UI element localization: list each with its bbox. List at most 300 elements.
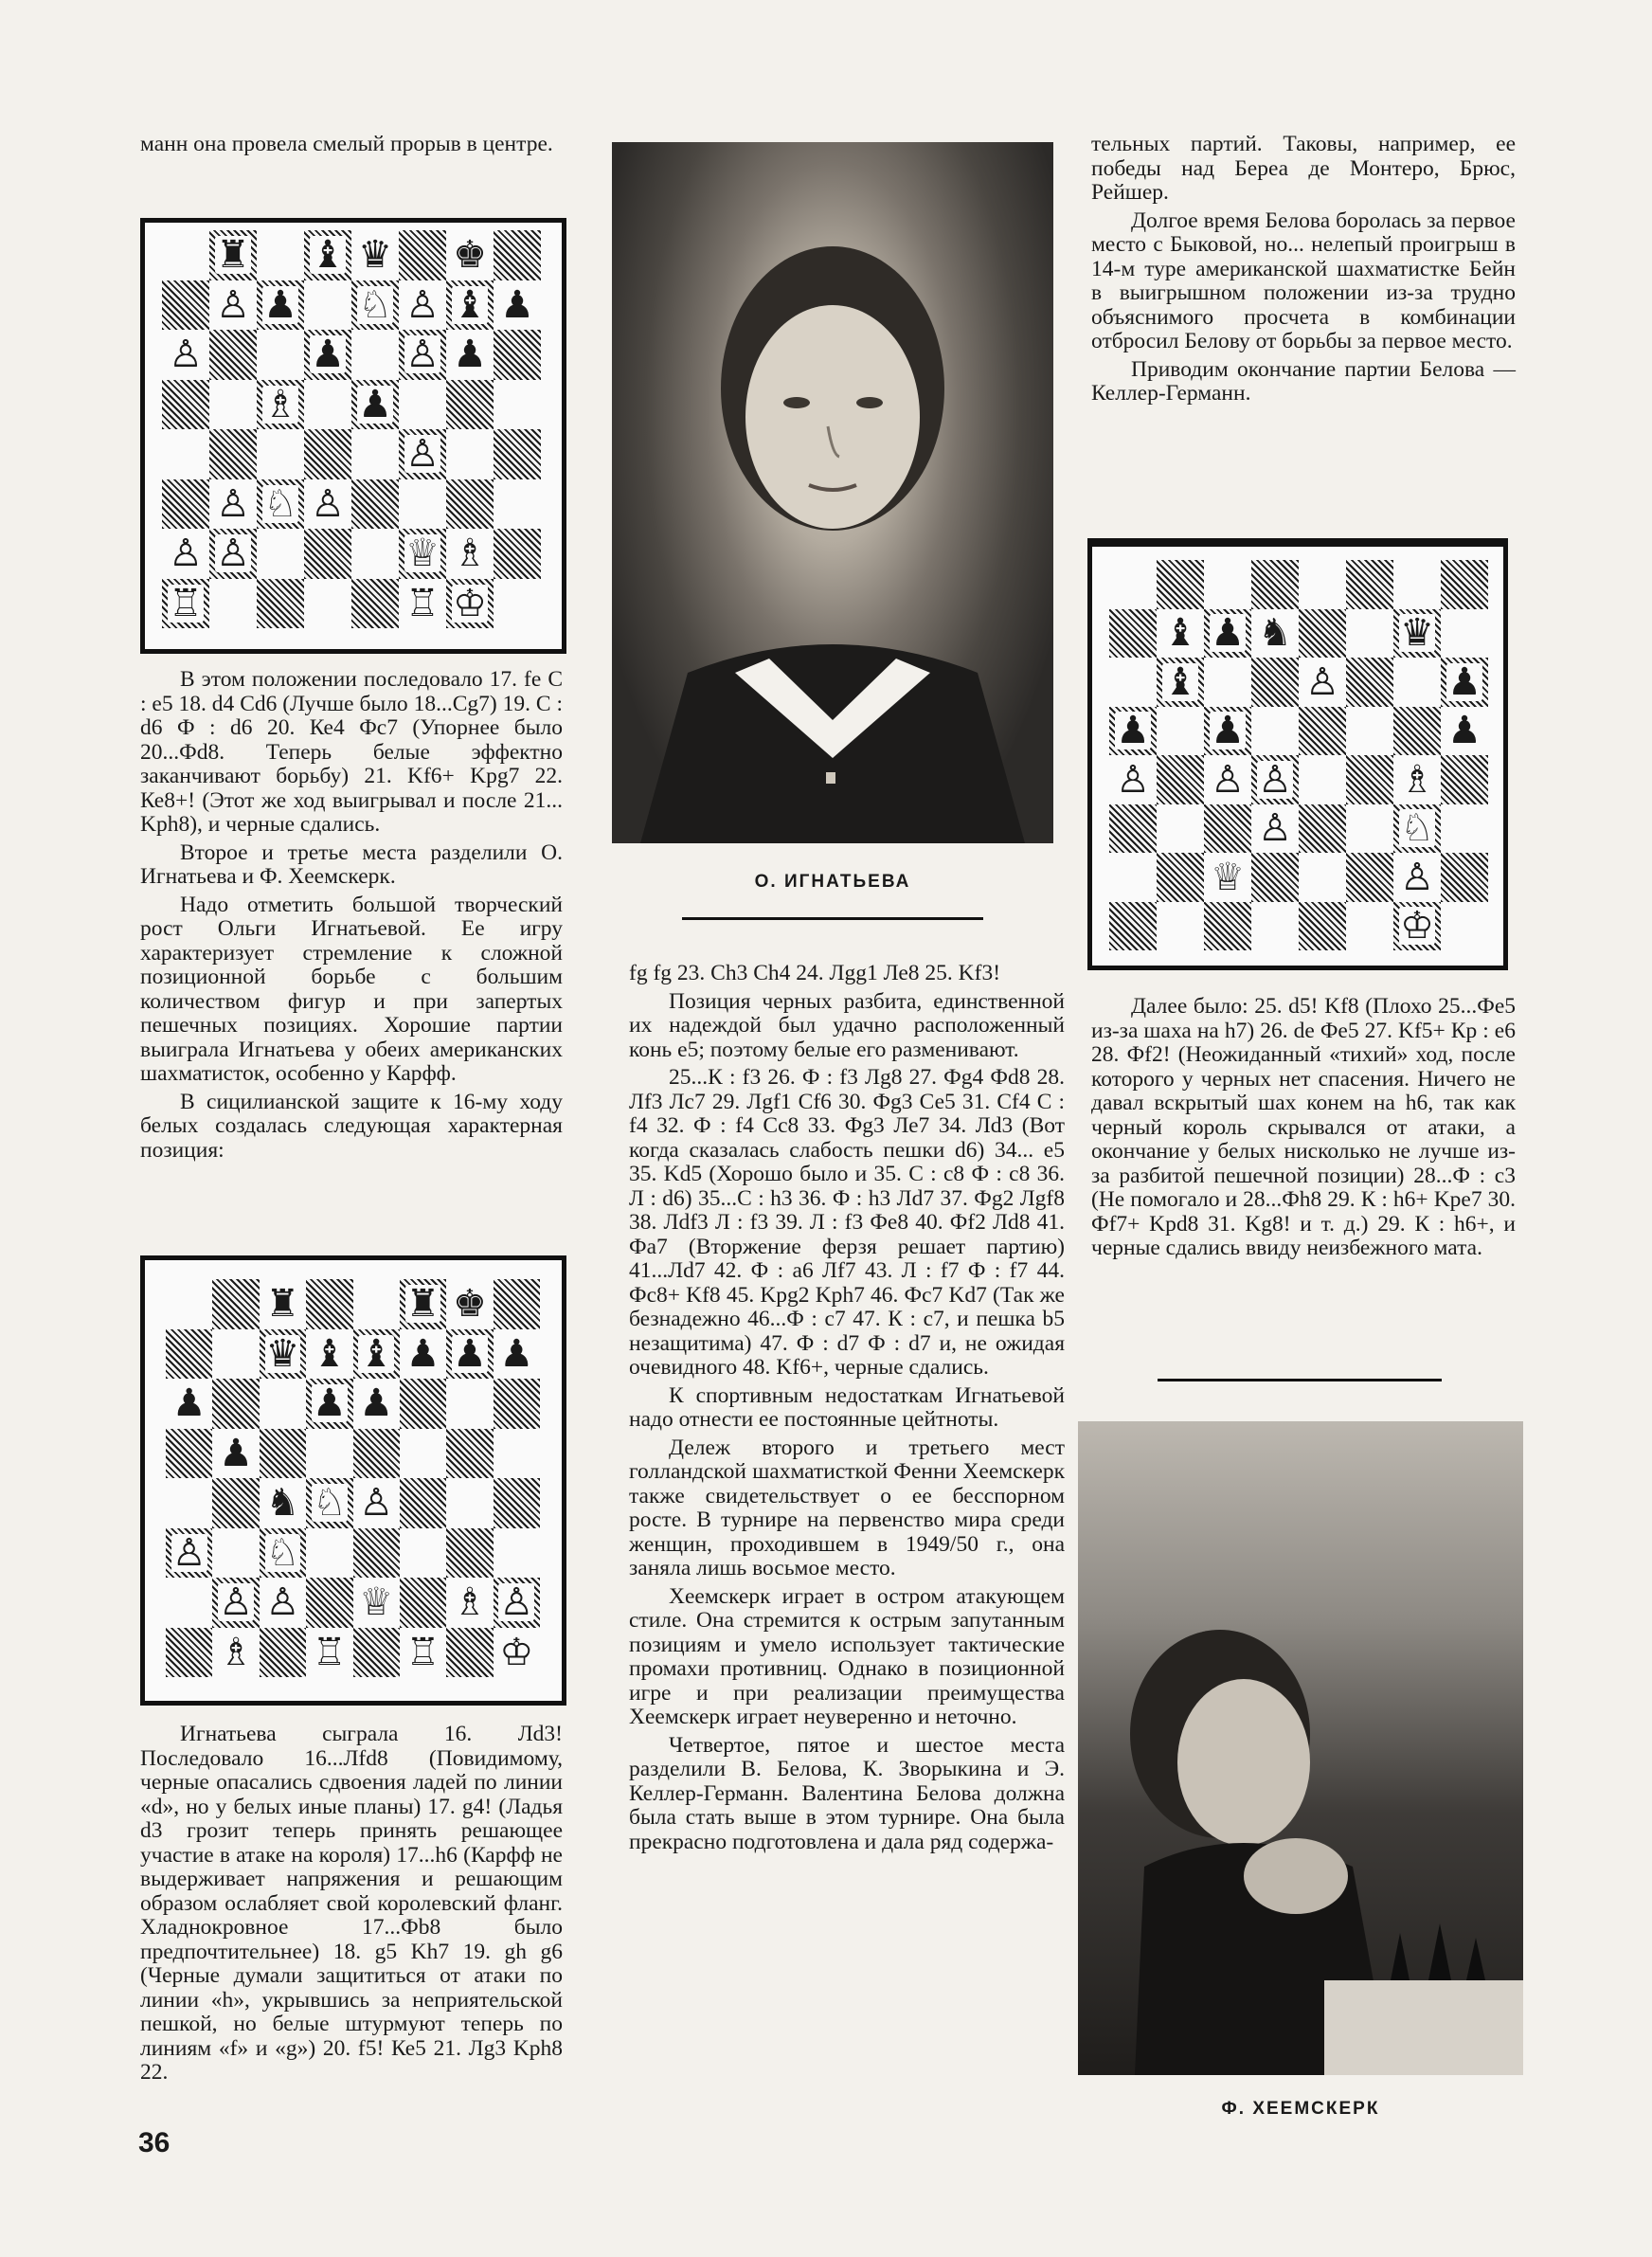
col3-paragraph-3: Приводим окончание партии Белова — Келлер-Германн. <box>1091 356 1516 406</box>
chess-piece: ♙ <box>1305 659 1339 704</box>
board-square <box>209 479 257 530</box>
board-square <box>351 429 399 479</box>
chess-piece: ♙ <box>311 481 345 526</box>
board-square <box>1109 560 1157 609</box>
chess-piece: ♟ <box>171 1381 206 1426</box>
chess-piece: ♕ <box>1211 855 1245 899</box>
col1-paragraph-3: Второе и третье места разделили О. Игнатьева и Ф. Хеемскерк. <box>140 840 563 889</box>
heemskerk-illustration <box>1078 1421 1523 2075</box>
chess-piece: ♟ <box>263 282 297 327</box>
board-square <box>353 1379 400 1429</box>
chess-piece: ♗ <box>453 1580 487 1625</box>
chess-piece: ♟ <box>1211 611 1245 656</box>
chess-piece: ♔ <box>453 581 487 625</box>
board-square <box>446 579 494 629</box>
board-square <box>351 380 399 430</box>
board-square <box>1204 560 1251 609</box>
chess-piece: ♘ <box>265 1530 300 1575</box>
board-square <box>1441 560 1488 609</box>
photo-ignatieva <box>612 142 1053 843</box>
board-square <box>399 529 446 579</box>
board-square <box>446 479 494 530</box>
board-square <box>351 280 399 331</box>
board-square <box>166 1279 212 1329</box>
col2-paragraph-6: Хеемскерк играет в остром атакующем стиле. Она стремится к острым запутанным позициям и умело использует тактические промахи противниц. Однако в позиционной игре и при реализации преимущества Хеемскерк играет неуверенно и неточно. <box>629 1583 1065 1729</box>
board-square <box>162 330 209 380</box>
board-square <box>257 429 304 479</box>
chess-piece: ♖ <box>169 581 203 625</box>
chess-piece: ♘ <box>1400 806 1434 851</box>
section-rule <box>1158 1379 1442 1381</box>
board-square <box>446 380 494 430</box>
board-square <box>1346 902 1393 951</box>
board-square <box>209 579 257 629</box>
chess-piece: ♝ <box>1163 659 1197 704</box>
chess-piece: ♙ <box>216 481 250 526</box>
board-square <box>306 1578 352 1628</box>
chess-piece: ♕ <box>359 1580 394 1625</box>
board-square <box>1299 853 1346 902</box>
board-square <box>494 1528 540 1579</box>
board-square <box>1204 755 1251 804</box>
board-square <box>1157 804 1204 854</box>
chess-piece: ♜ <box>265 1282 300 1327</box>
board-square <box>494 529 541 579</box>
board-square <box>399 380 446 430</box>
chess-piece: ♟ <box>453 1331 487 1376</box>
board-square <box>446 1578 493 1628</box>
board-square <box>162 380 209 430</box>
board-square <box>494 1429 540 1479</box>
chess-piece: ♙ <box>171 1530 206 1575</box>
board-square <box>304 230 351 280</box>
board-square <box>351 579 399 629</box>
chess-piece: ♔ <box>1400 904 1434 948</box>
board-square <box>260 1429 306 1479</box>
board-square <box>212 1379 259 1429</box>
board-square <box>212 1628 259 1678</box>
board-square <box>306 1379 352 1429</box>
board-square <box>306 1329 352 1380</box>
board-square <box>1109 755 1157 804</box>
board-square <box>1393 609 1441 659</box>
photo-heemskerk <box>1078 1421 1523 2075</box>
board-square <box>1157 609 1204 659</box>
chess-piece: ♙ <box>1400 855 1434 899</box>
board-square <box>209 230 257 280</box>
chess-piece: ♟ <box>1211 709 1245 753</box>
board-square <box>1393 658 1441 707</box>
col2-paragraph-7: Четвертое, пятое и шестое места разделили В. Белова, К. Зворыкина и Э. Келлер-Германн. Валентина Белова должна была стать выше в этом турнире. Она была прекрасно подготовлена и дала ряд содержа- <box>629 1732 1065 1854</box>
board-square <box>1346 707 1393 756</box>
board-square <box>446 1628 493 1678</box>
board-square <box>1299 755 1346 804</box>
board-square <box>1393 755 1441 804</box>
chess-piece: ♙ <box>169 333 203 377</box>
board-square <box>494 380 541 430</box>
col2-paragraph-4: К спортивным недостаткам Игнатьевой надо отнести ее постоянные цейтноты. <box>629 1382 1065 1432</box>
chess-piece: ♙ <box>1211 757 1245 802</box>
col2-paragraph-2: Позиция черных разбита, единственной их надеждой был удачно расположенный конь е5; поэтому белые его разменивают. <box>629 988 1065 1062</box>
chess-piece: ♙ <box>216 282 250 327</box>
col2-paragraph-3: 25...К : f3 26. Ф : f3 Лg8 27. Фg4 Фd8 28. Лf3 Лс7 29. Лgf1 Cf6 30. Фg3 Се5 31. Cf4 С : f4 32. Ф : f4 Cc8 33. Фg3 Ле7 34. Лd3 (Вот когда сказалась слабость пешки d6) 34... е5 35. Kd5 (Хорошо было и 35. С : с8 Ф : с8 36. Л : d6) 35...С : h3 36. Ф : h3 Лd7 37. Фg2 Лgf8 38. Лdf3 Л : f3 39. Л : f3 Фе8 40. Фf2 Лd8 41. Фа7 (Вторжение ферзя решает партию) 41...Лd7 42. Ф : а6 Лf7 43. Л : f7 Ф : f7 44. Фс8+ Kf8 45. Kpg2 Kph7 46. Фс7 Kd7 (Так же безнадежно 46...Ф : с7 47. К : с7, и пешка b5 незащитима) 47. Ф : d7 Ф : d7 и, не ожидая очевидного 48. Kf6+, черные сдались. <box>629 1065 1065 1380</box>
board-square <box>260 1528 306 1579</box>
board-square <box>494 429 541 479</box>
chess-piece: ♝ <box>359 1331 394 1376</box>
chess-piece: ♚ <box>453 1282 487 1327</box>
board-square <box>1441 609 1488 659</box>
board-square <box>1251 804 1299 854</box>
chess-piece: ♙ <box>405 333 440 377</box>
board-square <box>257 479 304 530</box>
col3-paragraph-4: Далее было: 25. d5! Kf8 (Плохо 25...Фе5 из-за шаха на h7) 26. de Фе5 27. Kf5+ Кр : е6 28. Фf2! (Неожиданный «тихий» ход, после которого у черных нет спасения. Ничего не давал вскрытый шах конем на h6, так как черный король скрывался от атаки, а окончание у белых нисколько не лучше из-за разбитой пешечной позиции) 28...Ф : с3 (Не помогало и 28...Фh8 29. К : h6+ Kpe7 30. Фf7+ Kpd8 31. Kg8! и т. д.) 29. К : h6+, и черные сдались ввиду неизбежного мата. <box>1091 994 1516 1260</box>
board-square <box>162 579 209 629</box>
board-square <box>1441 804 1488 854</box>
board-square <box>209 280 257 331</box>
board-square <box>304 479 351 530</box>
board-square <box>306 1528 352 1579</box>
chess-piece: ♙ <box>359 1481 394 1526</box>
caption-rule-1 <box>682 917 983 920</box>
board-square <box>1346 658 1393 707</box>
chess-piece: ♙ <box>219 1580 253 1625</box>
board-square <box>399 429 446 479</box>
board-square <box>446 230 494 280</box>
chess-piece: ♚ <box>453 233 487 278</box>
chess-diagram-3 <box>1087 538 1508 970</box>
chess-piece: ♙ <box>499 1580 534 1625</box>
board-square <box>494 1628 540 1678</box>
board-square <box>399 479 446 530</box>
board-square <box>1299 902 1346 951</box>
board-square <box>1299 609 1346 659</box>
board-square <box>446 280 494 331</box>
chess-piece: ♙ <box>1258 757 1292 802</box>
board-square <box>304 330 351 380</box>
board-square <box>494 280 541 331</box>
board-square <box>306 1478 352 1528</box>
board-square <box>399 330 446 380</box>
board-square <box>306 1628 352 1678</box>
board-square <box>353 1279 400 1329</box>
board-square <box>353 1528 400 1579</box>
chess-board-2 <box>166 1279 540 1677</box>
board-square <box>257 280 304 331</box>
board-square <box>212 1429 259 1479</box>
chess-piece: ♝ <box>453 282 487 327</box>
board-square <box>1393 560 1441 609</box>
chess-piece: ♕ <box>405 532 440 576</box>
col2-paragraph-1: fg fg 23. Ch3 Ch4 24. Лgg1 Ле8 25. Kf3! <box>629 961 1001 985</box>
col3-paragraph-2: Долгое время Белова боролась за первое место с Быковой, но... нелепый проигрыш в 14-м туре американской шахматистке Бейн в выигрышном положении из-за трудно объяснимого просчета в комбинации отбросил Белову от борьбы за первое место. <box>1091 208 1516 353</box>
board-square <box>351 330 399 380</box>
chess-board-1 <box>162 230 541 628</box>
chess-piece: ♜ <box>405 1282 440 1327</box>
board-square <box>162 529 209 579</box>
board-square <box>162 429 209 479</box>
board-square <box>353 1429 400 1479</box>
board-square <box>400 1379 446 1429</box>
board-square <box>1251 902 1299 951</box>
board-square <box>494 1329 540 1380</box>
board-square <box>1393 902 1441 951</box>
board-square <box>353 1329 400 1380</box>
board-square <box>212 1578 259 1628</box>
board-square <box>399 230 446 280</box>
board-square <box>1346 804 1393 854</box>
chess-piece: ♝ <box>312 1331 347 1376</box>
board-square <box>166 1429 212 1479</box>
column-3-bottom <box>1091 995 1516 1265</box>
chess-piece: ♙ <box>1258 806 1292 851</box>
board-square <box>304 529 351 579</box>
col1-paragraph-6: Игнатьева сыграла 16. Лd3! Последовало 16...Лfd8 (Повидимому, черные опасались сдвоения ладей по линии «d», но у белых иные планы) 17. g4! (Ладья d3 грозит теперь принять решающее участие в атаке на короля) 17...h6 (Карфф не выдерживает напряжения и решающим образом ослабляет свой королевский фланг. Хладнокровное 17...Фb8 было предпочтительнее) 18. g5 Kh7 19. gh g6 (Черные думали защититься от атаки по линии «h», укрывшись за неприятельской пешкой, но белые штурмуют теперь по линиям «f» и «g») 20. f5! Ке5 21. Лg3 Kph8 22. <box>140 1722 563 2085</box>
column-1-bottom <box>140 1723 563 2089</box>
board-square <box>260 1379 306 1429</box>
board-square <box>446 1429 493 1479</box>
board-square <box>209 380 257 430</box>
board-square <box>400 1429 446 1479</box>
board-square <box>1157 560 1204 609</box>
board-square <box>1251 609 1299 659</box>
board-square <box>446 1329 493 1380</box>
board-square <box>1157 658 1204 707</box>
board-square <box>166 1329 212 1380</box>
board-square <box>1204 707 1251 756</box>
board-square <box>304 380 351 430</box>
board-square <box>446 1528 493 1579</box>
chess-board-3 <box>1109 560 1488 950</box>
board-square <box>400 1279 446 1329</box>
board-square <box>1346 853 1393 902</box>
board-square <box>1251 755 1299 804</box>
board-square <box>1251 658 1299 707</box>
board-square <box>400 1478 446 1528</box>
board-square <box>1251 707 1299 756</box>
board-square <box>306 1429 352 1479</box>
chess-piece: ♙ <box>405 432 440 477</box>
chess-piece: ♗ <box>1400 757 1434 802</box>
col1-paragraph-1: манн она провела смелый прорыв в центре. <box>140 132 553 156</box>
board-square <box>166 1628 212 1678</box>
chess-piece: ♘ <box>263 481 297 526</box>
board-square <box>1299 658 1346 707</box>
board-square <box>1251 853 1299 902</box>
board-square <box>260 1329 306 1380</box>
board-square <box>304 280 351 331</box>
board-square <box>257 380 304 430</box>
chess-piece: ♛ <box>1400 611 1434 656</box>
board-square <box>1441 658 1488 707</box>
board-square <box>1393 853 1441 902</box>
board-square <box>494 1478 540 1528</box>
caption-heemskerk: Ф. ХЕЕМСКЕРК <box>1221 2099 1380 2119</box>
chess-piece: ♟ <box>312 1381 347 1426</box>
chess-piece: ♗ <box>263 382 297 426</box>
board-square <box>1109 609 1157 659</box>
board-square <box>1393 707 1441 756</box>
board-square <box>1441 755 1488 804</box>
chess-piece: ♔ <box>499 1630 534 1674</box>
chess-piece: ♙ <box>265 1580 300 1625</box>
board-square <box>212 1528 259 1579</box>
board-square <box>1109 707 1157 756</box>
board-square <box>257 579 304 629</box>
chess-piece: ♟ <box>1447 659 1481 704</box>
board-square <box>1109 804 1157 854</box>
chess-piece: ♟ <box>453 333 487 377</box>
board-square <box>446 429 494 479</box>
chess-piece: ♗ <box>219 1630 253 1674</box>
board-square <box>494 479 541 530</box>
board-square <box>209 429 257 479</box>
chess-piece: ♟ <box>1116 709 1150 753</box>
board-square <box>446 1279 493 1329</box>
board-square <box>212 1478 259 1528</box>
chess-piece: ♞ <box>1258 611 1292 656</box>
chess-piece: ♘ <box>358 282 392 327</box>
board-square <box>1157 707 1204 756</box>
board-square <box>1441 902 1488 951</box>
col3-paragraph-1: тельных партий. Таковы, например, ее победы над Береа де Монтеро, Брюс, Рейшер. <box>1091 132 1516 205</box>
column-1-middle <box>140 668 563 1166</box>
chess-piece: ♟ <box>499 1331 534 1376</box>
board-square <box>351 529 399 579</box>
board-square <box>1441 707 1488 756</box>
board-square <box>260 1628 306 1678</box>
column-2 <box>629 962 1065 1858</box>
chess-piece: ♛ <box>265 1331 300 1376</box>
column-3 <box>1091 133 1516 410</box>
chess-piece: ♙ <box>169 532 203 576</box>
board-square <box>351 479 399 530</box>
board-square <box>257 529 304 579</box>
board-square <box>1157 902 1204 951</box>
board-square <box>1251 560 1299 609</box>
board-square <box>494 230 541 280</box>
board-square <box>399 579 446 629</box>
board-square <box>353 1478 400 1528</box>
board-square <box>260 1279 306 1329</box>
chess-piece: ♞ <box>265 1481 300 1526</box>
col1-paragraph-5: В сицилианской защите к 16-му ходу белых создалась следующая характерная позиция: <box>140 1089 563 1163</box>
board-square <box>166 1578 212 1628</box>
board-square <box>494 1279 540 1329</box>
portrait-illustration <box>612 142 1053 843</box>
caption-ignatieva: О. ИГНАТЬЕВА <box>754 872 911 892</box>
board-square <box>446 1379 493 1429</box>
board-square <box>446 1478 493 1528</box>
board-square <box>304 429 351 479</box>
column-1 <box>140 133 563 161</box>
board-square <box>1109 853 1157 902</box>
chess-piece: ♖ <box>405 581 440 625</box>
chess-piece: ♝ <box>311 233 345 278</box>
chess-piece: ♟ <box>405 1331 440 1376</box>
chess-piece: ♗ <box>453 532 487 576</box>
board-square <box>1204 609 1251 659</box>
board-square <box>1299 707 1346 756</box>
chess-piece: ♛ <box>358 233 392 278</box>
board-square <box>166 1528 212 1579</box>
board-square <box>1109 902 1157 951</box>
chess-piece: ♙ <box>1116 757 1150 802</box>
board-square <box>1346 560 1393 609</box>
col2-paragraph-5: Дележ второго и третьего мест голландской шахматисткой Фенни Хеемскерк также свидетельствует о ее бесспорном росте. В турнире на первенство мира среди женщин, проходившем в 1949/50 г., она заняла лишь восьмое место. <box>629 1435 1065 1580</box>
board-square <box>212 1279 259 1329</box>
board-square <box>1204 804 1251 854</box>
board-square <box>260 1478 306 1528</box>
board-square <box>306 1279 352 1329</box>
chess-piece: ♟ <box>219 1431 253 1475</box>
board-square <box>1109 658 1157 707</box>
board-square <box>1441 853 1488 902</box>
chess-piece: ♟ <box>311 333 345 377</box>
chess-piece: ♖ <box>312 1630 347 1674</box>
board-square <box>494 330 541 380</box>
col1-paragraph-2: В этом положении последовало 17. fe С : е5 18. d4 Cd6 (Лучше было 18...Cg7) 19. С : d6 Ф : d6 20. Ке4 Фс7 (Упорнее было 20...Фd8. Теперь белые эффектно заканчивают борьбу) 21. Kf6+ Kpg7 22. Ке8+! (Этот же ход выигрывал и после 21... Kph8), и черные сдались. <box>140 667 563 837</box>
board-square <box>212 1329 259 1380</box>
board-square <box>1157 853 1204 902</box>
board-square <box>162 479 209 530</box>
board-square <box>353 1578 400 1628</box>
board-square <box>400 1628 446 1678</box>
board-square <box>1204 853 1251 902</box>
chess-piece: ♟ <box>359 1381 394 1426</box>
board-square <box>209 330 257 380</box>
board-square <box>166 1379 212 1429</box>
board-square <box>400 1528 446 1579</box>
page-number: 36 <box>138 2127 171 2158</box>
board-square <box>353 1628 400 1678</box>
board-square <box>400 1578 446 1628</box>
board-square <box>1204 658 1251 707</box>
board-square <box>257 230 304 280</box>
board-square <box>1204 902 1251 951</box>
chess-piece: ♟ <box>1447 709 1481 753</box>
board-square <box>260 1578 306 1628</box>
board-square <box>494 1379 540 1429</box>
col1-paragraph-4: Надо отметить большой творческий рост Ольги Игнатьевой. Ее игру характеризует стремление к сложной позиционной борьбе с большим количеством фигур и при запертых пешечных позициях. Хорошие партии выиграла Игнатьева у обеих американских шахматисток, особенно у Карфф. <box>140 892 563 1086</box>
board-square <box>446 529 494 579</box>
chess-piece: ♙ <box>405 282 440 327</box>
board-square <box>399 280 446 331</box>
board-square <box>166 1478 212 1528</box>
chess-piece: ♟ <box>358 382 392 426</box>
board-square <box>1393 804 1441 854</box>
board-square <box>494 579 541 629</box>
board-square <box>400 1329 446 1380</box>
board-square <box>1157 755 1204 804</box>
chess-piece: ♙ <box>216 532 250 576</box>
board-square <box>162 280 209 331</box>
board-square <box>209 529 257 579</box>
chess-piece: ♘ <box>312 1481 347 1526</box>
chess-piece: ♟ <box>500 282 534 327</box>
board-square <box>1299 560 1346 609</box>
chess-piece: ♖ <box>405 1630 440 1674</box>
board-square <box>162 230 209 280</box>
board-square <box>494 1578 540 1628</box>
chess-piece: ♜ <box>216 233 250 278</box>
chess-diagram-1 <box>140 218 566 654</box>
board-square <box>1346 755 1393 804</box>
board-square <box>257 330 304 380</box>
board-square <box>446 330 494 380</box>
board-square <box>304 579 351 629</box>
chess-piece: ♝ <box>1163 611 1197 656</box>
board-square <box>1299 804 1346 854</box>
